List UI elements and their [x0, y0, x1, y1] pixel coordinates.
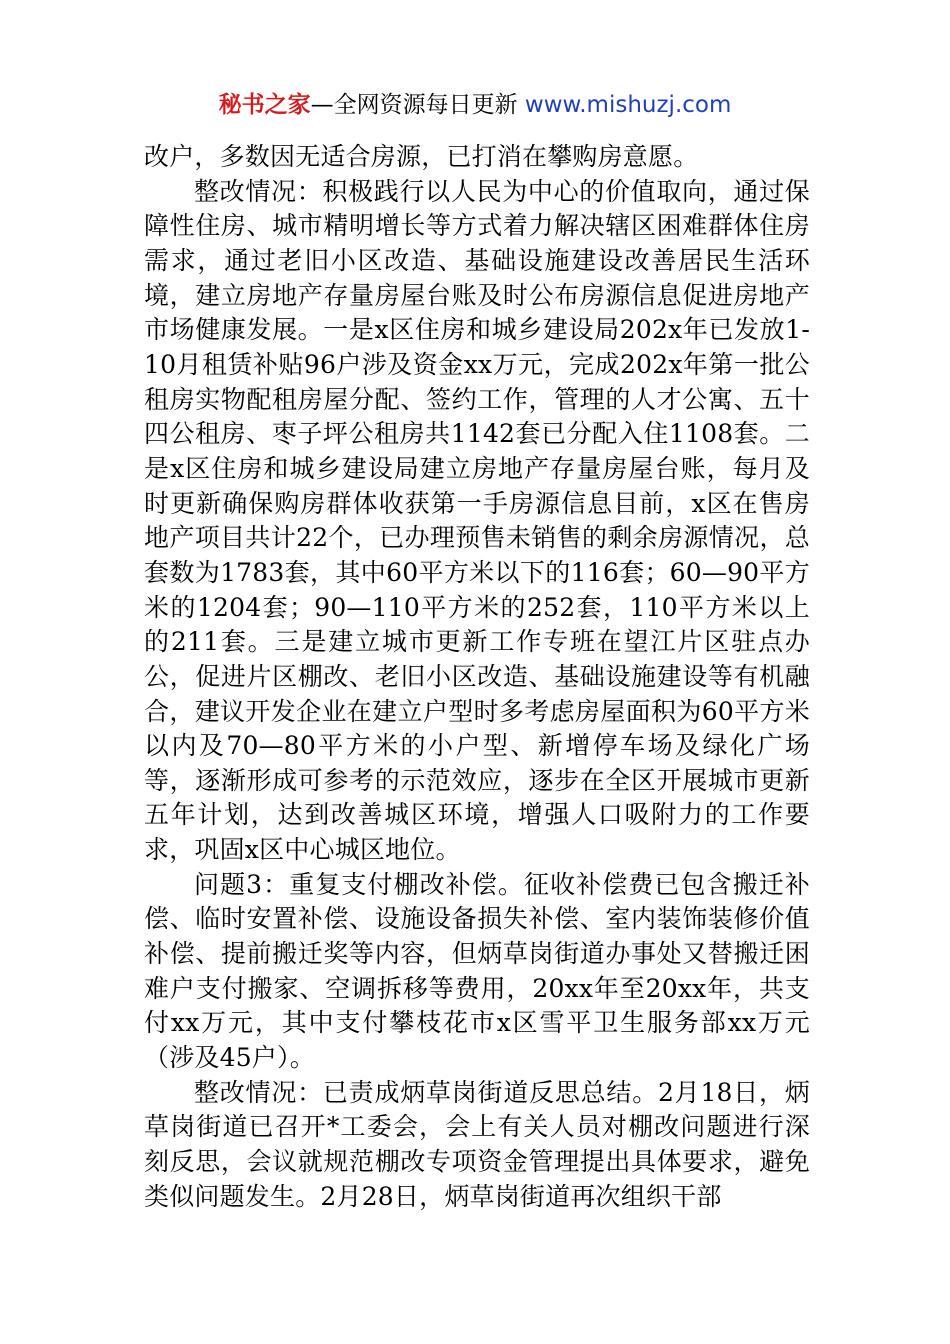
brand-name: 秘书之家 [218, 92, 311, 118]
paragraph-continuation: 改户，多数因无适合房源，已打消在攀购房意愿。 [144, 142, 699, 171]
header-slogan: —全网资源每日更新 [310, 92, 518, 118]
document-body [144, 140, 810, 1214]
paragraph-issue-3: 问题3：重复支付棚改补偿。征收补偿费已包含搬迁补偿、临时安置补偿、设施设备损失补偿、室内装饰装修价值补偿、提前搬迁奖等内容，但炳草岗街道办事处又替搬迁困难户支付搬家、空调拆移等费用，20xx年至20xx年，共支付xx万元，其中支付攀枝花市x区雪平卫生服务部xx万元（涉及45户）。 [144, 869, 810, 1073]
page-header [0, 88, 950, 122]
header-website[interactable]: www.mishuzj.com [517, 92, 732, 118]
paragraph-rectification-2: 整改情况：已责成炳草岗街道反思总结。2月18日，炳草岗街道已召开*工委会，会上有关人员对棚改问题进行深刻反思，会议就规范棚改专项资金管理提出具体要求，避免类似问题发生。2月28日，炳草岗街道再次组织干部 [144, 1077, 810, 1211]
paragraph-rectification-1: 整改情况：积极践行以人民为中心的价值取向，通过保障性住房、城市精明增长等方式着力解决辖区困难群体住房需求，通过老旧小区改造、基础设施建设改善居民生活环境，建立房地产存量房屋台账及时公布房源信息促进房地产市场健康发展。一是x区住房和城乡建设局202x年已发放1-10月租赁补贴96户涉及资金xx万元，完成202x年第一批公租房实物配租房屋分配、签约工作，管理的人才公寓、五十四公租房、枣子坪公租房共1142套已分配入住1108套。二是x区住房和城乡建设局建立房地产存量房屋台账，每月及时更新确保购房群体收获第一手房源信息目前，x区在售房地产项目共计22个，已办理预售未销售的剩余房源情况，总套数为1783套，其中60平方米以下的116套；60—90平方米的1204套；90—110平方米的252套，110平方米以上的211套。三是建立城市更新工作专班在望江片区驻点办公，促进片区棚改、老旧小区改造、基础设施建设等有机融合，建议开发企业在建立户型时多考虑房屋面积为60平方米以内及70—80平方米的小户型、新增停车场及绿化广场等，逐渐形成可参考的示范效应，逐步在全区开展城市更新五年计划，达到改善城区环境，增强人口吸附力的工作要求，巩固x区中心城区地位。 [144, 176, 810, 865]
